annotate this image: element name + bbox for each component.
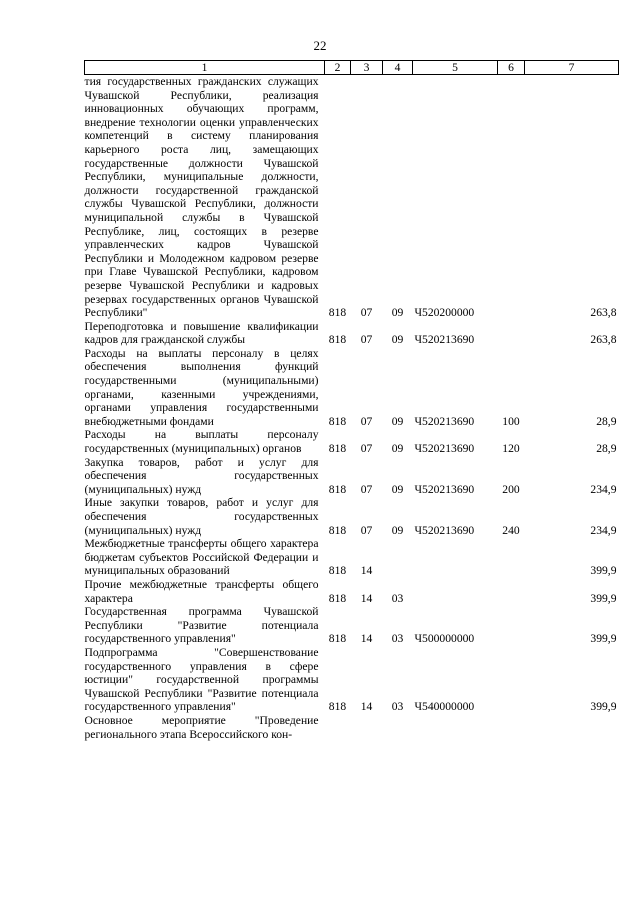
table-row <box>85 456 619 497</box>
subsection-code: 09 <box>391 306 404 320</box>
row-name: Расходы на выплаты персоналу в целях обеспечения выполнения функций государственными (муниципальными) органами, казенными учреждениями, органами управления государственными внебюджетными фондами <box>84 346 319 428</box>
section-code: 07 <box>360 523 373 537</box>
amount: 234,9 <box>590 482 617 496</box>
row-name: Иные закупки товаров, работ и услуг для обеспечения государственных (муниципальных) нужд <box>84 496 319 537</box>
subsection-code: 09 <box>391 482 404 496</box>
target-article-code <box>413 578 498 605</box>
column-header: 2 <box>325 61 351 75</box>
expense-type-code <box>498 646 525 714</box>
section-code: 14 <box>360 632 373 646</box>
subsection-code: 09 <box>391 333 404 347</box>
ministry-code <box>325 714 351 741</box>
target-article-code: Ч520213690 <box>414 414 475 428</box>
column-header: 1 <box>85 61 325 75</box>
ministry-code: 818 <box>328 591 347 605</box>
amount: 399,9 <box>590 632 617 646</box>
subsection-code: 03 <box>391 591 404 605</box>
amount: 28,9 <box>596 414 617 428</box>
table-row <box>85 496 619 537</box>
target-article-code <box>413 537 498 578</box>
section-code: 07 <box>360 306 373 320</box>
column-header: 4 <box>383 61 413 75</box>
row-name: Переподготовка и повышение квалификации кадров для гражданской службы <box>84 319 319 347</box>
table-row <box>85 428 619 455</box>
target-article-code <box>413 714 498 741</box>
target-article-code: Ч520213690 <box>414 523 475 537</box>
expense-type-code <box>498 714 525 741</box>
table-row <box>85 605 619 646</box>
ministry-code: 818 <box>328 523 347 537</box>
row-name: Основное мероприятие "Проведение регионального этапа Всероссийского кон- <box>84 713 319 741</box>
table-row <box>85 646 619 714</box>
amount: 399,9 <box>590 564 617 578</box>
column-header: 5 <box>413 61 498 75</box>
table-row <box>85 347 619 429</box>
page-number: 22 <box>313 38 327 53</box>
amount <box>525 714 619 741</box>
amount: 399,9 <box>590 591 617 605</box>
section-code: 07 <box>360 442 373 456</box>
amount: 399,9 <box>590 700 617 714</box>
expense-type-code: 200 <box>502 482 520 496</box>
subsection-code <box>383 714 413 741</box>
row-name: тия государственных гражданских служащих Чувашской Республики, реализация инновационных обучающих программ, внедрение технологии оценки управленческих компетенций в системy планирования карьерного роста лиц, замещающих государственные должности Чувашской Республики, муниципальные должности, должности государственной гражданской службы Чувашской Республики, должности муниципальной службы в Чувашской Республике, лиц, состоящих в резерве управленческих кадров Чувашской Республики и Молодежном кадровом резерве при Главе Чувашской Республики, кадровом резерве Чувашской Республики и кадровых резервах государственных органов Чувашской Республики" <box>84 75 319 320</box>
amount: 234,9 <box>590 523 617 537</box>
expense-type-code: 240 <box>502 523 520 537</box>
table-row <box>85 578 619 605</box>
row-name: Межбюджетные трансферты общего характера бюджетам субъектов Российской Федерации и муниципальных образований <box>84 537 319 578</box>
section-code: 07 <box>360 414 373 428</box>
expense-type-code <box>498 75 525 320</box>
ministry-code: 818 <box>328 333 347 347</box>
subsection-code <box>383 537 413 578</box>
column-header: 3 <box>351 61 383 75</box>
ministry-code: 818 <box>328 564 347 578</box>
expense-type-code: 120 <box>502 442 520 456</box>
subsection-code: 03 <box>391 700 404 714</box>
amount: 263,8 <box>590 333 617 347</box>
table-row <box>85 714 619 741</box>
row-name: Прочие межбюджетные трансферты общего характера <box>84 577 319 605</box>
budget-table <box>84 60 619 741</box>
expense-type-code <box>498 605 525 646</box>
row-name: Расходы на выплаты персоналу государственных (муниципальных) органов <box>84 428 319 456</box>
row-name: Закупка товаров, работ и услуг для обеспечения государственных (муниципальных) нужд <box>84 455 319 496</box>
target-article-code: Ч520213690 <box>414 442 475 456</box>
ministry-code: 818 <box>328 442 347 456</box>
amount: 28,9 <box>596 442 617 456</box>
ministry-code: 818 <box>328 632 347 646</box>
expense-type-code: 100 <box>502 414 520 428</box>
ministry-code: 818 <box>328 414 347 428</box>
subsection-code: 09 <box>391 442 404 456</box>
amount: 263,8 <box>590 306 617 320</box>
target-article-code: Ч540000000 <box>414 700 475 714</box>
target-article-code: Ч520200000 <box>414 306 475 320</box>
section-code <box>351 714 383 741</box>
section-code: 07 <box>360 333 373 347</box>
ministry-code: 818 <box>328 482 347 496</box>
row-name: Подпрограмма "Совершенствование государственного управления в сфере юстиции" государственной программы Чувашской Республики "Развитие потенциала государственного управления" <box>84 645 319 714</box>
table-header-row <box>85 61 619 75</box>
subsection-code: 03 <box>391 632 404 646</box>
section-code: 14 <box>360 700 373 714</box>
expense-type-code <box>498 578 525 605</box>
ministry-code: 818 <box>328 306 347 320</box>
target-article-code: Ч520213690 <box>414 482 475 496</box>
subsection-code: 09 <box>391 523 404 537</box>
ministry-code: 818 <box>328 700 347 714</box>
column-header: 7 <box>525 61 619 75</box>
section-code: 14 <box>360 591 373 605</box>
target-article-code: Ч500000000 <box>414 632 475 646</box>
target-article-code: Ч520213690 <box>414 333 475 347</box>
subsection-code: 09 <box>391 414 404 428</box>
column-header: 6 <box>498 61 525 75</box>
table-row <box>85 320 619 347</box>
table-row <box>85 537 619 578</box>
section-code: 14 <box>360 564 373 578</box>
row-name: Государственная программа Чувашской Республики "Развитие потенциала государственного управления" <box>84 605 319 646</box>
expense-type-code <box>498 320 525 347</box>
section-code: 07 <box>360 482 373 496</box>
table-row <box>85 75 619 320</box>
expense-type-code <box>498 537 525 578</box>
